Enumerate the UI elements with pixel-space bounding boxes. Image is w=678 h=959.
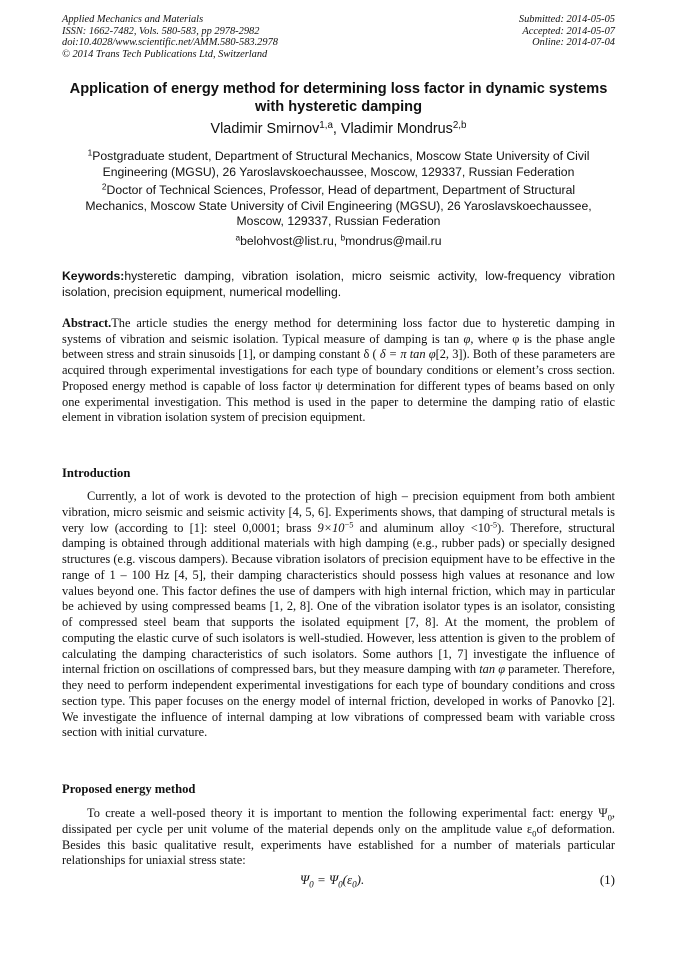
- abstract-label: Abstract.: [62, 316, 112, 330]
- eq-lhs-sub: 0: [309, 879, 314, 890]
- equation-1-number: (1): [599, 872, 615, 887]
- intro-text-1: Currently, a lot of work is devoted to the protection of high – precision equipment from both ambient vibration, micro seismic and seismic activity [4, 5, 6]. Experiments shows, that damping of structural metals is very low (according to [1]: steel 0,0001; brass: [62, 489, 615, 535]
- eq-lhs: Ψ: [300, 872, 310, 887]
- author-1-name: Vladimir Smirnov: [210, 121, 320, 137]
- eq-arg-close: ).: [356, 872, 365, 887]
- intro-brass-value: 9×10: [317, 520, 345, 535]
- submitted-date: Submitted: 2014-05-05: [518, 14, 615, 25]
- intro-text-3: ). Therefore, structural damping is obtained through additional materials with high damping (e.g., rubber pads) or specially designed structures (e.g. viscous dampers). Because vibration isolators of precision equipment have to be effective in the range of 1 – 100 Hz [4, 5], their damping characteristics should possess high values at resonance and low values beyond one. This factor defines the use of dampers with high internal friction, which may in particular be achieved by using compressed beams [1, 2, 8]. One of the vibration isolator types is an isolator, consisting of compressed steel beam that supports the isolated equipment [7, 8]. At the moment, the problem of computing the elastic curve of such isolators is well-studied. However, less attention is given to the problem of calculating the damping characteristics of such isolators. Some authors [1, 7] investigate the influence of internal friction on oscillations of compressed bars, but they measure damping with: [62, 520, 616, 677]
- keywords-label: Keywords:: [62, 269, 125, 283]
- abstract-text-2: , where φ is the phase angle between stress and strain sinusoids [1], or damping constant δ (: [62, 331, 615, 362]
- author-emails: [62, 234, 615, 248]
- intro-text-2: and aluminum alloy <10: [353, 520, 491, 535]
- keywords: [62, 269, 615, 300]
- author-1-sup: 1,a: [319, 119, 333, 131]
- eq-rhs-sub: 0: [338, 879, 343, 890]
- journal-name: Applied Mechanics and Materials: [62, 14, 204, 25]
- proposed-psi-subscript: 0: [607, 812, 612, 823]
- email-a[interactable]: belohvost@list.ru: [240, 234, 334, 248]
- author-2-name: Vladimir Mondrus: [340, 121, 453, 137]
- journal-issn: ISSN: 1662-7482, Vols. 580-583, pp 2978-2982: [62, 25, 260, 37]
- section-heading-introduction: Introduction: [62, 466, 131, 480]
- abstract-text-1: The article studies the energy method for determining loss factor due to hysteretic damping in systems of vibration and seismic isolation. Typical measure of damping is tan: [62, 316, 615, 346]
- eq-relation: = Ψ: [313, 872, 339, 887]
- accepted-date: Accepted: 2014-05-07: [522, 25, 615, 37]
- affiliation-1-text: Postgraduate student, Department of Structural Mechanics, Moscow State University of Civil Engineering (MGSU), 26 Yaroslavskoechaussee, Moscow, 129337, Russian Federation: [92, 149, 590, 179]
- author-2-sup: 2,b: [452, 119, 467, 131]
- intro-tan-phi: tan φ: [479, 662, 506, 677]
- proposed-eps-subscript: 0: [532, 828, 537, 839]
- eq-arg-sub: 0: [352, 879, 357, 890]
- abstract-text-3: [2, 3]). Both of these parameters are acquired through experimental investigations for each type of boundary conditions or element’s cross section. Proposed energy method is capable of loss factor ψ determination for different types of beams based on only one experimental investigation. This method is used in the paper to determine the damping ratio of elastic element in vibration isolation system of precision equipment.: [62, 347, 615, 425]
- equation-1-body: [300, 872, 364, 888]
- affiliation-2: [70, 183, 607, 230]
- affiliation-2-text: Doctor of Technical Sciences, Professor, Head of department, Department of Structural Mechanics, Moscow State University of Civil Engineering (MGSU), 26 Yaroslavskoechaussee, Moscow, 129337, Russian Federation: [85, 183, 592, 229]
- email-b-sup: b: [340, 232, 346, 243]
- submission-dates: [519, 14, 615, 49]
- eq-arg-open: (ε: [342, 872, 353, 887]
- proposed-text-2: , dissipated per cycle per unit volume of the material depends only on the amplitude value ε: [62, 806, 615, 836]
- intro-brass-exponent: −5: [344, 519, 354, 530]
- online-date: Online: 2014-07-04: [532, 37, 615, 49]
- affiliation-2-sup: 2: [101, 181, 107, 192]
- affiliation-1-sup: 1: [87, 147, 93, 158]
- paper-title: Application of energy method for determining loss factor in dynamic systems with hysteretic damping: [69, 81, 608, 115]
- email-separator: ,: [333, 234, 341, 248]
- author-separator: ,: [332, 121, 341, 137]
- journal-info: [62, 14, 278, 60]
- abstract: [62, 316, 615, 426]
- journal-doi: doi:10.4028/www.scientific.net/AMM.580-583.2978: [62, 37, 278, 49]
- abstract-phi: φ: [459, 331, 471, 346]
- author-list: [62, 121, 615, 137]
- proposed-text-3: of deformation. Besides this basic qualitative result, experiments have established for a number of materials particular relationships for uniaxial stress state:: [62, 821, 615, 868]
- journal-copyright: © 2014 Trans Tech Publications Ltd, Switzerland: [62, 48, 268, 60]
- proposed-method-paragraph: [62, 806, 615, 869]
- introduction-paragraph: [62, 489, 615, 741]
- intro-text-4: parameter. Therefore, they need to perform independent experimental investigations for each type of boundary conditions and cross section type. This paper focuses on the energy model of internal friction, developed in works of Panovko [2]. We investigate the influence of internal damping at low vibrations of compressed beam with variable cross section with initial curvature.: [62, 662, 615, 740]
- intro-aluminum-exponent: -5: [490, 519, 498, 530]
- abstract-delta-equation: δ = π tan φ: [376, 347, 436, 362]
- affiliation-1: [70, 149, 607, 180]
- section-heading-proposed-method: Proposed energy method: [62, 782, 196, 796]
- email-a-sup: a: [235, 232, 241, 243]
- keywords-text: hysteretic damping, vibration isolation, micro seismic activity, low-frequency vibration isolation, precision equipment, numerical modelling.: [62, 269, 615, 299]
- proposed-text-1: To create a well-posed theory it is important to mention the following experimental fact: energy Ψ: [87, 806, 608, 820]
- email-b[interactable]: mondrus@mail.ru: [345, 234, 442, 248]
